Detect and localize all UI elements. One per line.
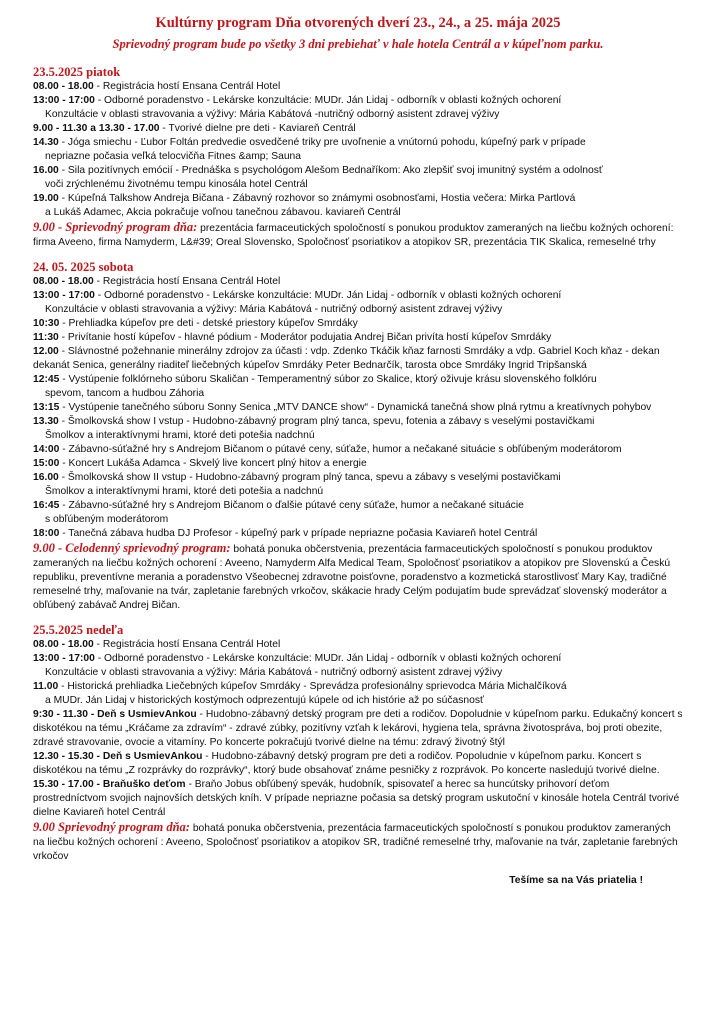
closing-note: Tešíme sa na Vás priatelia ! (509, 875, 643, 886)
program-item (33, 317, 683, 331)
accompanying-label: 9.00 - Sprievodný program dňa: (33, 220, 198, 234)
item-description: - Braňo Jobus obľúbený spevák, hudobník, spisovateľ a herec sa huncútsky prihovorí deťom prostredníctvom svojich najnovších detských kníh. V prípade nepriazne počasia sa detský program uskutoční v kinosále hotela Centrál tvorivé dielne Kaviareň hotel Centrál (33, 779, 680, 818)
program-item (33, 164, 683, 178)
program-item (33, 527, 683, 541)
item-description: - Odborné poradenstvo - Lekárske konzultácie: MUDr. Ján Lidaj - odborník v oblasti kožných ochorení (94, 95, 562, 106)
program-item (33, 345, 683, 373)
item-description: - Kúpeľná Talkshow Andreja Bičana - Zábavný rozhovor so známymi osobnosťami, Hostia večera: Mirka Partlová (58, 193, 576, 204)
accompanying-label: 9.00 Sprievodný program dňa: (33, 820, 190, 834)
item-time: 19.00 (33, 193, 59, 204)
program-item (33, 373, 683, 387)
program-item (33, 415, 683, 429)
program-item (33, 94, 683, 108)
day-heading: 25.5.2025 nedeľa (33, 623, 124, 637)
item-time: 08.00 - 18.00 (33, 639, 94, 650)
item-continuation: s obľúbeným moderátorom (45, 514, 169, 525)
item-description: - Registrácia hostí Ensana Centrál Hotel (93, 639, 281, 650)
item-description: - Tanečná zábava hudba DJ Profesor - kúpeľný park v prípade nepriazne počasia Kaviareň hotel Centrál (59, 528, 538, 539)
item-time: 12.00 (33, 346, 59, 357)
item-time: 9.00 - 11.30 a 13.30 - 17.00 (33, 123, 160, 134)
program-item (33, 471, 683, 485)
program-item (33, 401, 683, 415)
item-continuation: nepriazne počasia veľká telocvičňa Fitnes &amp; Sauna (45, 151, 301, 162)
accompanying-label: 9.00 - Celodenný sprievodný program: (33, 541, 231, 555)
item-description: - Šmolkovská show I vstup - Hudobno-zábavný program plný tanca, spevu, fotenia a zábavy s veselými postavičkami (58, 416, 595, 427)
item-description: - Koncert Lukáša Adamca - Skvelý live koncert plný hitov a energie (59, 458, 367, 469)
item-time: 15:00 (33, 458, 60, 469)
item-description: - Vystúpenie tanečného súboru Sonny Senica „MTV DANCE show“ - Dynamická tanečná show plná rytmu a kreatívnych pohybov (59, 402, 652, 413)
program-item (33, 778, 683, 820)
item-time: 13:00 - 17:00 (33, 653, 95, 664)
item-description: - Hudobno-zábavný detský program pre deti a rodičov. Dopoludnie v kúpeľnom parku. Edukačný koncert s diskotékou na tému „Kráčame za zdravím“ - zdravé zúbky, pozitívny vzťah k lekárovi, hygiena tela, správna životospráva, boj proti obezite, zdravé stravovanie, ovocie a vitamíny. Po koncerte pokračujú tvorivé dielne na tému: zdravý životný štýl (33, 709, 683, 748)
accompanying-program (33, 220, 683, 250)
day-section (33, 623, 683, 864)
item-description: - Tvorivé dielne pre deti - Kaviareň Centrál (159, 123, 356, 134)
program-document (33, 14, 683, 888)
program-item (33, 80, 683, 94)
item-description: - Šmolkovská show II vstup - Hudobno-zábavný program plný tanca, spevu a zábavy s veselými postavičkami (58, 472, 561, 483)
accompanying-text: bohatá ponuka občerstvenia, prezentácia farmaceutických spoločností s ponukou produktov zameraných na liečbu kožných ochorení : Aveeno, Namyderm Alfa Medical Team, Spoločnosť psoriatikov a atopikov pre Slovenskú a Českú republiku, preventívne merania a poradenstvo Všeobecnej zdravotne poisťovne, poradenstvo a kozmetická starostlivosť Mary Kay, tradičné remeselné trhy, maľovanie na tvár, zapletanie farebných vrkočov, skákacie hrady Celým podujatím bude sprevádzať slovenský moderátor a obľúbený zabávač Andrej Bičan. (33, 544, 671, 611)
program-item (33, 289, 683, 303)
program-item (33, 680, 683, 694)
accompanying-text: bohatá ponuka občerstvenia, prezentácia farmaceutických spoločností s ponukou produktov zameraných na liečbu kožných ochorení : Aveeno, Spoločnosť psoriatikov a atopikov SR, tradičné remeselné trhy, maľovanie na tvár, zapletanie farebných vrkočov (33, 823, 678, 862)
program-item (33, 638, 683, 652)
item-time: 14.30 (33, 137, 59, 148)
item-time: 13:00 - 17:00 (33, 290, 95, 301)
item-continuation: a Lukáš Adamec, Akcia pokračuje voľnou tanečnou zábavou. kaviareň Centrál (45, 207, 401, 218)
item-continuation: Konzultácie v oblasti stravovania a výživy: Mária Kabátová - nutričný odborný asistent zdravej výživy (45, 304, 503, 315)
program-item (33, 499, 683, 513)
accompanying-program (33, 820, 683, 864)
item-time: 10:30 (33, 318, 60, 329)
item-description: - Slávnostné požehnanie minerálny zdrojov za účasti : vdp. Zdenko Tkáčik kňaz farnosti Smrdáky a vdp. Gabriel Koch kňaz - dekan dekanát Senica, generálny riaditeľ liečebných kúpeľov Smrdáky Peter Bednarčík, tarosta obce Smrdáky Ingrid Tripšanská (33, 346, 660, 371)
item-time: 12:45 (33, 374, 60, 385)
item-time: 11.00 (33, 681, 59, 692)
item-time: 13.30 (33, 416, 59, 427)
item-time: 14:00 (33, 444, 60, 455)
item-time: 12.30 - 15.30 - Deň s UsmievAnkou (33, 751, 203, 762)
item-time: 15.30 - 17.00 - Braňuško deťom (33, 779, 186, 790)
day-heading: 23.5.2025 piatok (33, 65, 121, 79)
program-item (33, 331, 683, 345)
program-item (33, 457, 683, 471)
item-continuation: Šmolkov a interaktívnymi hrami, ktoré deti potešia a nadchnú (45, 486, 324, 497)
day-section (33, 260, 683, 613)
program-item (33, 750, 683, 778)
program-item (33, 136, 683, 150)
item-continuation: Konzultácie v oblasti stravovania a výživy: Mária Kabátová -nutričný odborný asistent zdravej výživy (45, 109, 500, 120)
item-description: - Zábavno-súťažné hry s Andrejom Bičanom o pútavé ceny, súťaže, humor a nečakané situácie s obľúbeným moderátorom (59, 444, 622, 455)
accompanying-program (33, 541, 683, 613)
item-time: 08.00 - 18.00 (33, 81, 94, 92)
accompanying-text: prezentácia farmaceutických spoločností s ponukou produktov zameraných na liečbu kožných ochorení: firma Aveeno, firma Namyderm, L&#39; Oreal Slovensko, Spoločnosť psoriatikov a atopikov SR, prezentácia TIK Skalica, remeselné trhy (33, 223, 674, 248)
program-item (33, 652, 683, 666)
item-continuation: spevom, tancom a hudbou Záhoria (45, 388, 205, 399)
item-time: 08.00 - 18.00 (33, 276, 94, 287)
item-continuation: a MUDr. Ján Lidaj v historických kostýmoch odprezentujú kúpele od ich histórie až po súčasnosť (45, 695, 484, 706)
program-item (33, 192, 683, 206)
item-description: - Privítanie hostí kúpeľov - hlavné pódium - Moderátor podujatia Andrej Bičan privíta hostí kúpeľov Smrdáky (58, 332, 552, 343)
item-time: 13:15 (33, 402, 60, 413)
item-description: - Vystúpenie folklórneho súboru Skaličan - Temperamentný súbor zo Skalice, ktorý oživuje krásu slovenského folklóru (59, 374, 597, 385)
item-time: 16:45 (33, 500, 60, 511)
item-time: 11:30 (33, 332, 59, 343)
item-description: - Jóga smiechu - Ľubor Foltán predvedie osvedčené triky pre uvoľnenie a vnútornú pohodu, kúpeľný park v prípade (58, 137, 586, 148)
item-time: 13:00 - 17:00 (33, 95, 95, 106)
item-time: 16.00 (33, 165, 59, 176)
item-description: - Prehliadka kúpeľov pre deti - detské priestory kúpeľov Smrdáky (59, 318, 358, 329)
item-continuation: voči zrýchlenému životnému tempu kinosála hotel Centrál (45, 179, 308, 190)
item-description: - Hudobno-zábavný detský program pre deti a rodičov. Popoludnie v kúpeľnom parku. Koncert s diskotékou na tému „Z rozprávky do rozprávky“, ktorý bude obsahovať známe pesničky z rozprávok. Po koncerte nasledujú tvorivé dielne. (33, 751, 660, 776)
day-heading: 24. 05. 2025 sobota (33, 260, 134, 274)
item-time: 9:30 - 11.30 - Deň s UsmievAnkou (33, 709, 197, 720)
program-item (33, 443, 683, 457)
program-item (33, 708, 683, 750)
day-section (33, 65, 683, 250)
item-time: 18:00 (33, 528, 60, 539)
item-description: - Zábavno-súťažné hry s Andrejom Bičanom o ďalšie pútavé ceny súťaže, humor a nečakané situácie (59, 500, 524, 511)
item-continuation: Šmolkov a interaktívnymi hrami, ktoré deti potešia nadchnú (45, 430, 315, 441)
days-container (33, 65, 683, 864)
program-item (33, 122, 683, 136)
item-description: - Sila pozitívnych emócií - Prednáška s psychológom Alešom Bednaříkom: Ako zlepšiť svoj imunitný systém a odolnosť (58, 165, 603, 176)
item-description: - Historická prehliadka Liečebných kúpeľov Smrdáky - Sprevádza profesionálny sprievodca Mária Michalčíková (58, 681, 567, 692)
item-description: - Odborné poradenstvo - Lekárske konzultácie: MUDr. Ján Lidaj - odborník v oblasti kožných ochorení (94, 653, 562, 664)
item-time: 16.00 (33, 472, 59, 483)
item-description: - Registrácia hostí Ensana Centrál Hotel (93, 276, 281, 287)
item-continuation: Konzultácie v oblasti stravovania a výživy: Mária Kabátová - nutričný odborný asistent zdravej výživy (45, 667, 503, 678)
item-description: - Registrácia hostí Ensana Centrál Hotel (93, 81, 281, 92)
document-subtitle: Sprievodný program bude po všetky 3 dni prebiehať v hale hotela Centrál a v kúpeľnom parku. (112, 37, 604, 51)
item-description: - Odborné poradenstvo - Lekárske konzultácie: MUDr. Ján Lidaj - odborník v oblasti kožných ochorení (94, 290, 562, 301)
document-title: Kultúrny program Dňa otvorených dverí 23., 24., a 25. mája 2025 (155, 15, 561, 31)
program-item (33, 275, 683, 289)
